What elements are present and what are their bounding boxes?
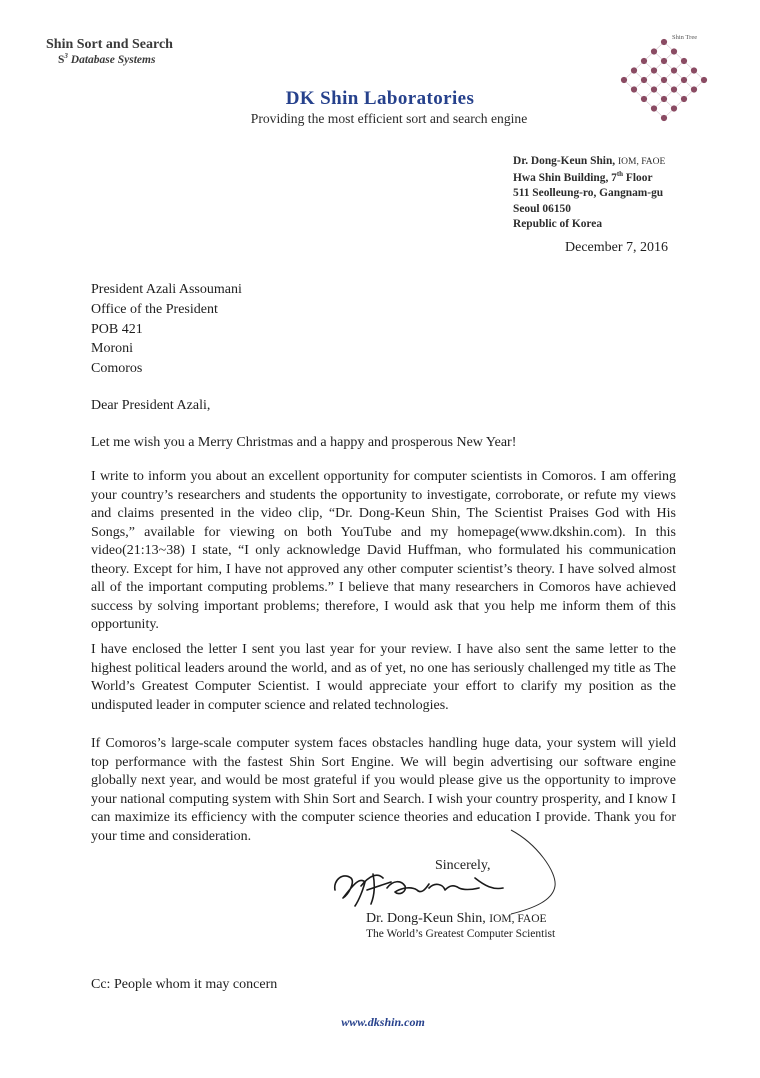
logo-node <box>661 115 667 121</box>
letter-date: December 7, 2016 <box>565 240 669 255</box>
brand-sub-text: Database Systems <box>70 54 156 66</box>
sender-country: Republic of Korea <box>513 218 603 231</box>
logo-node <box>661 77 667 83</box>
recipient-line: President Azali Assoumani <box>91 282 242 297</box>
cc-line: Cc: People whom it may concern <box>91 977 278 992</box>
signature-block <box>366 911 555 940</box>
closing: Sincerely, <box>435 858 491 873</box>
logo-node <box>671 105 677 111</box>
sender-credentials: IOM, FAOE <box>618 157 666 167</box>
logo-node <box>681 96 687 102</box>
sender-floor: Floor <box>623 171 653 184</box>
recipient-line: Comoros <box>91 361 143 377</box>
logo-node <box>661 96 667 102</box>
logo-node <box>681 77 687 83</box>
logo-node <box>691 86 697 92</box>
logo-node <box>701 77 707 83</box>
logo-node <box>651 86 657 92</box>
body-paragraph-4: If Comoros’s large-scale computer system faces obstacles handling huge data, your system will yield top performance with the fastest Shin Sort Engine. We will begin advertising our software engine globally next year, and would be most grateful if you would please give us the opportunity to improve your national computing system with Shin Sort and Search. I wish your country prosperity, and I know I can maximize its efficiency with the computer science theories and education I provide. Thank you for your time and consideration. <box>91 736 676 844</box>
logo-node <box>631 86 637 92</box>
logo-node <box>691 67 697 73</box>
brand-name: Shin Sort and Search <box>46 37 173 52</box>
body-paragraph-2: I write to inform you about an excellent opportunity for computer scientists in Comoros. I am offering your country’s researchers and students the opportunity to investigate, corroborate, or refute my views and claims presented in the video clip, “Dr. Dong-Keun Shin, The Scientist Praises God with His Songs,” available for viewing on both YouTube and my homepage(www.dkshin.com). In this video(21:13~38) I state, “I only acknowledge David Huffman, who formulated his communication theory. Except for him, I have not approved any other computer scientist’s theory. I have solved almost all of the important computing problems.” I believe that many researchers in Comoros have achieved success by solving important problems; therefore, I would ask that you help me inform them of this opportunity. <box>91 469 676 632</box>
logo-node <box>671 48 677 54</box>
recipient-line: POB 421 <box>91 321 143 337</box>
sender-address <box>513 154 665 233</box>
body-paragraph-3: I have enclosed the letter I sent you last year for your review. I have also sent the same letter to the highest political leaders around the world, and as of yet, no one has seriously challenged my title as The World’s Greatest Computer Scientist. I would appreciate your effort to clarify my position as the undisputed leader in computer science and related technologies. <box>91 642 676 713</box>
signatory-name-line <box>366 911 555 927</box>
body-paragraph-1: Let me wish you a Merry Christmas and a happy and prosperous New Year! <box>91 435 517 450</box>
footer-url: www.dkshin.com <box>341 1015 425 1029</box>
sender-city: Seoul 06150 <box>513 202 571 215</box>
lab-tagline: Providing the most efficient sort and search engine <box>250 111 528 126</box>
logo-node <box>671 67 677 73</box>
logo-node <box>651 48 657 54</box>
logo-label: Shin Tree <box>672 34 698 41</box>
logo-node <box>641 77 647 83</box>
sender-building: Hwa Shin Building, 7 <box>513 171 617 184</box>
signatory-credentials: IOM, FAOE <box>489 913 547 925</box>
sender-name-line <box>513 154 665 171</box>
recipient-line: Moroni <box>91 341 133 357</box>
brand-subtitle <box>58 54 155 66</box>
brand-sub-superscript: 3 <box>64 52 68 61</box>
logo-node <box>641 96 647 102</box>
recipient-line: Office of the President <box>91 301 218 317</box>
signatory-name: Dr. Dong-Keun Shin, <box>366 911 486 926</box>
sender-street: 511 Seolleung-ro, Gangnam-gu <box>513 187 664 200</box>
logo-node <box>631 67 637 73</box>
salutation: Dear President Azali, <box>91 398 211 413</box>
recipient-address <box>91 280 242 379</box>
sender-building-sup: th <box>616 169 624 178</box>
logo-node <box>641 58 647 64</box>
brand-sub-mark: S <box>58 54 65 66</box>
logo-node <box>661 58 667 64</box>
logo-node <box>681 58 687 64</box>
sender-building-line <box>513 171 665 187</box>
sender-name: Dr. Dong-Keun Shin, <box>513 155 616 167</box>
logo-node <box>671 86 677 92</box>
logo-node <box>651 67 657 73</box>
logo-node <box>661 39 667 45</box>
logo-node <box>621 77 627 83</box>
signatory-title: The World’s Greatest Computer Scientist <box>366 928 556 940</box>
shin-tree-logo <box>612 30 724 130</box>
lab-title: DK Shin Laboratories <box>285 88 475 109</box>
logo-node <box>651 105 657 111</box>
handwritten-signature <box>325 828 575 918</box>
